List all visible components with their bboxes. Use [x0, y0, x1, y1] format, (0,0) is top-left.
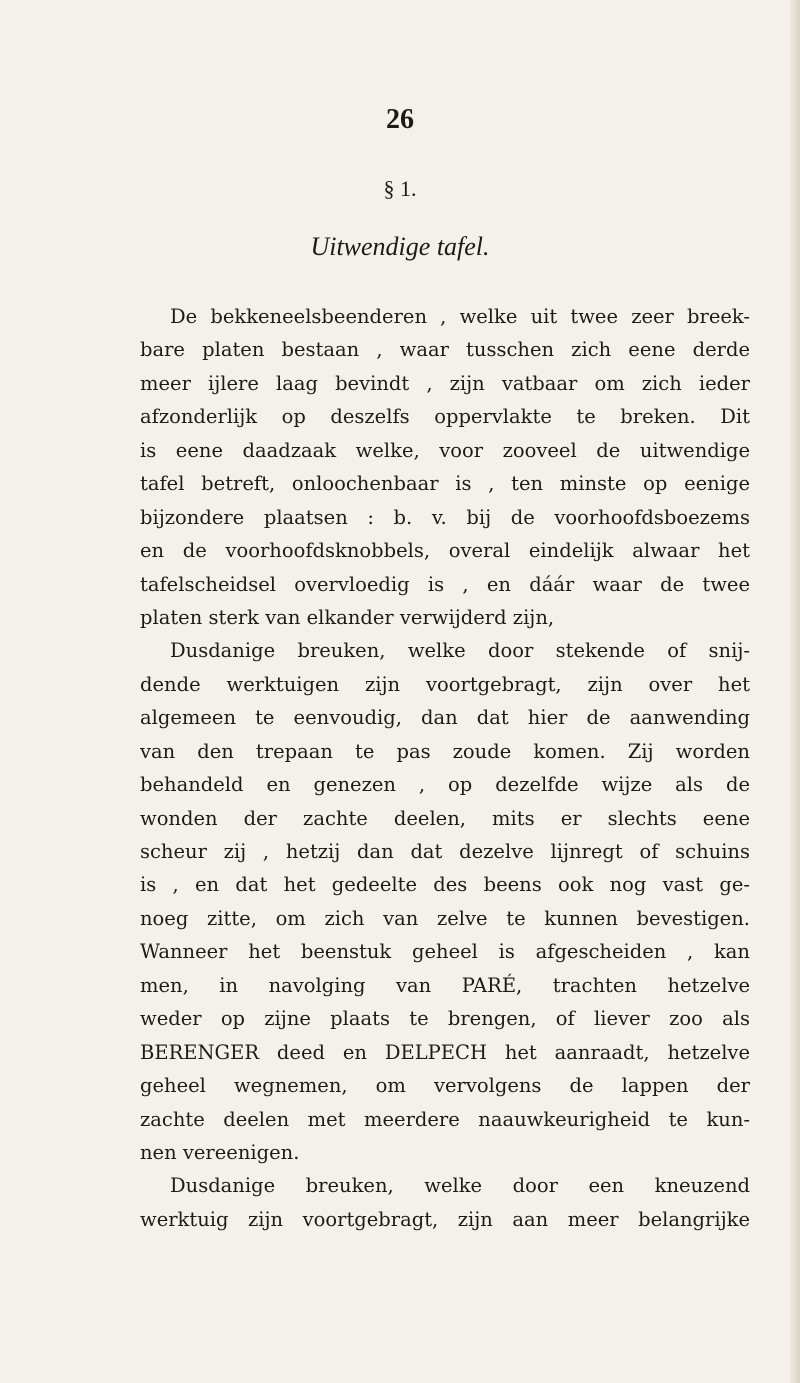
text-line: dende werktuigen zijn voortgebragt, zijn over het [140, 672, 750, 696]
text-line: tafel betreft, onloochenbaar is , ten minste op eenige [140, 472, 750, 496]
text-line: wonden der zachte deelen, mits er slechts eene [140, 806, 750, 830]
text-line: is , en dat het gedeelte des beens ook nog vast ge- [140, 873, 750, 897]
text-line: geheel wegnemen, om vervolgens de lappen der [140, 1074, 750, 1098]
text-line: en de voorhoofdsknobbels, overal eindelijk alwaar het [140, 539, 750, 563]
text-line: men, in navolging van PARÉ, trachten hetzelve [140, 973, 750, 997]
section-mark: § 1. [383, 176, 417, 201]
text-line: zachte deelen met meerdere naauwkeurigheid te kun- [140, 1107, 750, 1131]
text-line: Dusdanige breuken, welke door stekende of snij- [170, 639, 750, 663]
text-line: behandeld en genezen , op dezelfde wijze als de [140, 773, 750, 797]
text-line: algemeen te eenvoudig, dan dat hier de aanwending [140, 706, 750, 730]
text-line: De bekkeneelsbeenderen , welke uit twee zeer breek- [170, 305, 750, 328]
text-line: bijzondere plaatsen : b. v. bij de voorhoofdsboezems [140, 505, 750, 529]
text-line: Wanneer het beenstuk geheel is afgescheiden , kan [140, 940, 750, 964]
text-line: platen sterk van elkander verwijderd zijn, [140, 605, 555, 629]
text-line: bare platen bestaan , waar tusschen zich eene derde [140, 338, 750, 362]
text-line: is eene daadzaak welke, voor zooveel de uitwendige [140, 438, 750, 462]
text-line: noeg zitte, om zich van zelve te kunnen bevestigen. [140, 906, 750, 930]
text-line: tafelscheidsel overvloedig is , en dáár waar de twee [140, 572, 750, 596]
body-text [140, 300, 750, 1236]
page-edge [790, 0, 800, 1383]
text-line: BERENGER deed en DELPECH het aanraadt, hetzelve [140, 1040, 750, 1064]
text-line: weder op zijne plaats te brengen, of liever zoo als [140, 1007, 750, 1031]
text-line: Dusdanige breuken, welke door een kneuzend [170, 1174, 750, 1198]
page-number: 26 [386, 104, 414, 135]
text-line: van den trepaan te pas zoude komen. Zij worden [140, 739, 750, 763]
text-line: nen vereenigen. [140, 1140, 300, 1164]
text-line: afzonderlijk op deszelfs oppervlakte te breken. Dit [140, 405, 750, 429]
text-line: scheur zij , hetzij dan dat dezelve lijnregt of schuins [140, 840, 750, 863]
text-line: werktuig zijn voortgebragt, zijn aan meer belangrijke [140, 1207, 750, 1231]
section-title: Uitwendige tafel. [310, 232, 490, 261]
text-line: meer ijlere laag bevindt , zijn vatbaar om zich ieder [140, 371, 750, 395]
